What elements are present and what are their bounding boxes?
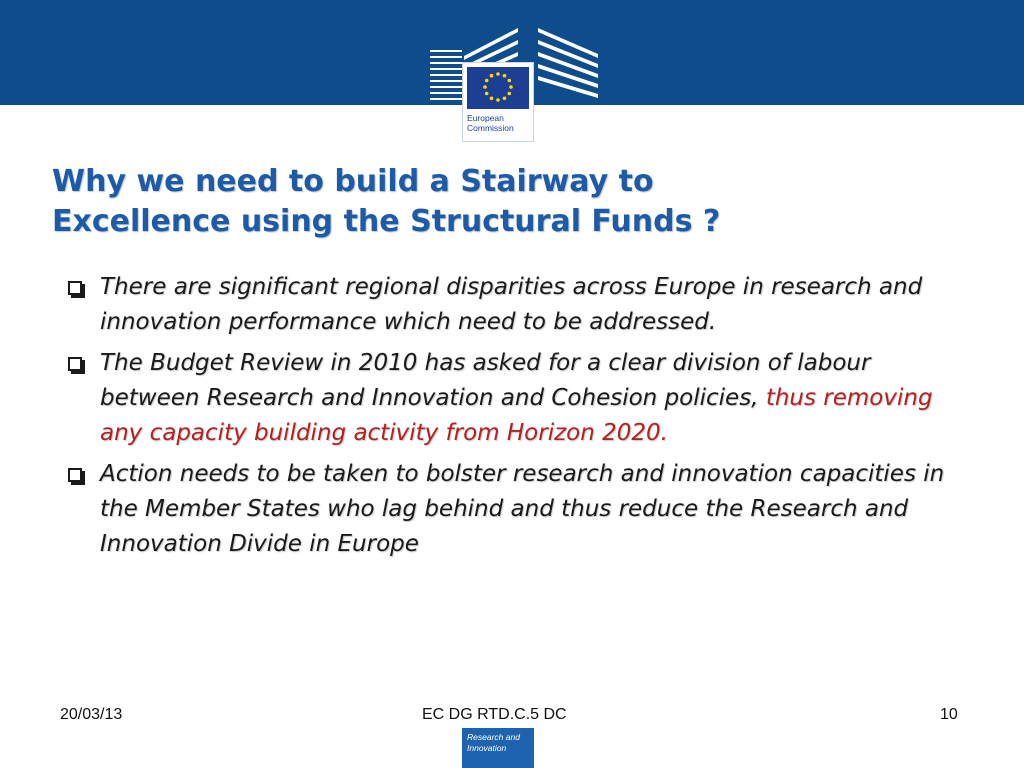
badge-text (467, 732, 520, 754)
bullet-item (60, 346, 970, 451)
building-line (430, 80, 462, 82)
building-wing-right (538, 76, 598, 98)
building-line (430, 68, 462, 70)
building-line (430, 86, 462, 88)
bullet-item (60, 457, 970, 562)
badge-line-2: Innovation (467, 743, 507, 753)
logo-text (467, 113, 531, 133)
checkbox-bullet-icon (68, 281, 82, 295)
slide-title (52, 162, 972, 242)
bullet-highlight-text: thus removing any capacity building activity from Horizon 2020. (100, 385, 933, 446)
page-number: 10 (940, 706, 958, 723)
bullet-list (60, 270, 970, 568)
building-line (430, 62, 462, 64)
logo-line-2: Commission (467, 123, 514, 133)
building-wing-right (538, 64, 598, 88)
footer-date: 20/03/13 (60, 706, 123, 723)
eu-stars-icon (467, 67, 529, 109)
footer-department: EC DG RTD.C.5 DC (422, 706, 567, 723)
eu-flag-icon (467, 67, 529, 109)
research-innovation-badge (462, 728, 534, 768)
checkbox-bullet-icon (68, 357, 82, 371)
building-line (430, 92, 462, 94)
bullet-text: Action needs to be taken to bolster research and innovation capacities in the Member States who lag behind and thus reduce the Research and Innovation Divide in Europe (100, 461, 945, 557)
bullet-text: There are significant regional disparities across Europe in research and innovation performance which need to be addressed. (100, 274, 923, 335)
bullet-text: The Budget Review in 2010 has asked for a clear division of labour between Research and Innovation and Cohesion policies, (100, 350, 871, 411)
european-commission-logo (462, 62, 534, 142)
title-line-1: Why we need to build a Stairway to (52, 164, 654, 199)
building-line (430, 98, 462, 100)
title-line-2: Excellence using the Structural Funds ? (52, 204, 721, 239)
building-line (430, 74, 462, 76)
badge-line-1: Research and (467, 732, 520, 742)
building-line (430, 50, 462, 52)
bullet-item (60, 270, 970, 340)
building-line (430, 56, 462, 58)
checkbox-bullet-icon (68, 468, 82, 482)
logo-line-1: European (467, 113, 504, 123)
